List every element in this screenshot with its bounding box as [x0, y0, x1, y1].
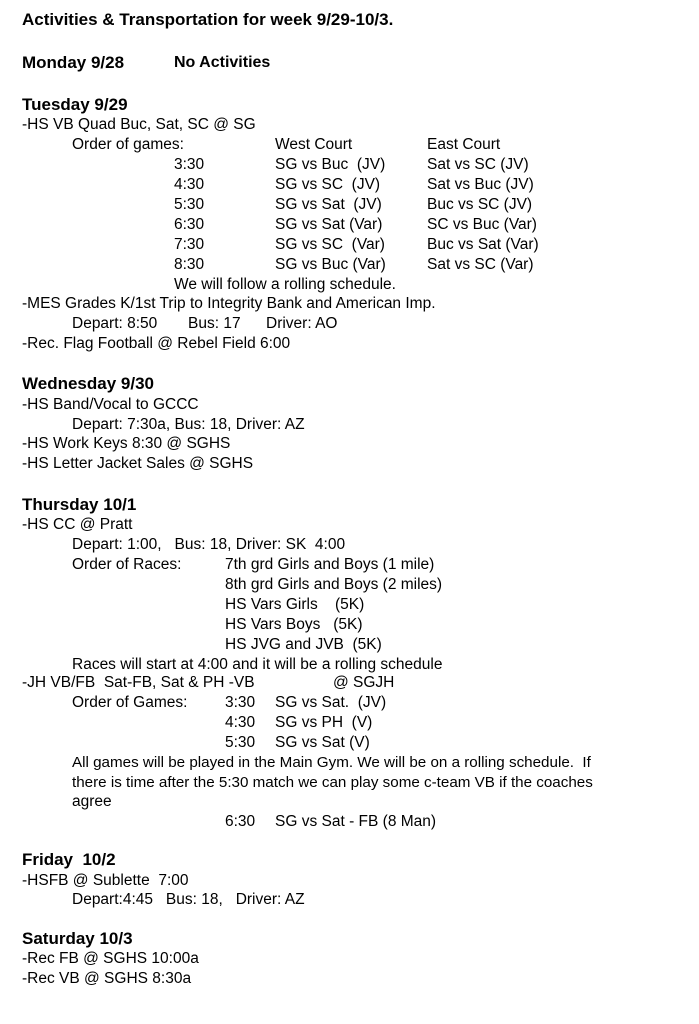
race-item: 7th grd Girls and Boys (1 mile) — [225, 556, 435, 573]
east-court-header: East Court — [427, 136, 501, 153]
mes-trip-bus: Bus: 17 — [188, 315, 241, 332]
monday-note: No Activities — [174, 54, 271, 71]
wednesday-heading: Wednesday 9/30 — [22, 374, 154, 393]
rolling-schedule-note: We will follow a rolling schedule. — [174, 276, 396, 293]
race-item: HS JVG and JVB (5K) — [225, 636, 382, 653]
thursday-event-jh-vb-fb: -JH VB/FB Sat-FB, Sat & PH -VB — [22, 674, 255, 691]
west-court-game: SG vs Buc (Var) — [275, 256, 386, 273]
races-note: Races will start at 4:00 and it will be a rolling schedule — [72, 656, 443, 673]
wednesday-event-band: -HS Band/Vocal to GCCC — [22, 396, 199, 413]
monday-heading: Monday 9/28 — [22, 53, 125, 72]
friday-event-hsfb: -HSFB @ Sublette 7:00 — [22, 872, 189, 889]
thursday-event-cc: -HS CC @ Pratt — [22, 516, 133, 533]
thursday-heading: Thursday 10/1 — [22, 495, 137, 514]
east-court-game: Sat vs SC (JV) — [427, 156, 529, 173]
west-court-game: SG vs SC (JV) — [275, 176, 381, 193]
game-time: 7:30 — [174, 236, 205, 253]
fb-time: 6:30 — [225, 813, 256, 830]
hsfb-depart: Depart:4:45 Bus: 18, Driver: AZ — [72, 891, 305, 908]
west-court-game: SG vs Buc (JV) — [275, 156, 386, 173]
order-of-games-label: Order of games: — [72, 136, 184, 153]
tuesday-event-mes-trip: -MES Grades K/1st Trip to Integrity Bank and American Imp. — [22, 295, 436, 312]
west-court-header: West Court — [275, 136, 353, 153]
wednesday-event-work-keys: -HS Work Keys 8:30 @ SGHS — [22, 435, 231, 452]
east-court-game: Sat vs SC (Var) — [427, 256, 534, 273]
mes-trip-driver: Driver: AO — [266, 315, 338, 332]
race-item: HS Vars Girls (5K) — [225, 596, 365, 613]
game-time: 3:30 — [225, 694, 256, 711]
game-time: 5:30 — [225, 734, 256, 751]
game-time: 4:30 — [174, 176, 205, 193]
saturday-event-rec-fb: -Rec FB @ SGHS 10:00a — [22, 950, 199, 967]
west-court-game: SG vs Sat (Var) — [275, 216, 383, 233]
race-item: 8th grd Girls and Boys (2 miles) — [225, 576, 443, 593]
east-court-game: SC vs Buc (Var) — [427, 216, 537, 233]
cc-depart: Depart: 1:00, Bus: 18, Driver: SK 4:00 — [72, 536, 346, 553]
game-time: 3:30 — [174, 156, 205, 173]
saturday-event-rec-vb: -Rec VB @ SGHS 8:30a — [22, 970, 192, 987]
game-match: SG vs PH (V) — [275, 714, 373, 731]
fb-match: SG vs Sat - FB (8 Man) — [275, 813, 437, 830]
race-item: HS Vars Boys (5K) — [225, 616, 363, 633]
document-title: Activities & Transportation for week 9/29-10/3. — [22, 10, 394, 29]
saturday-heading: Saturday 10/3 — [22, 929, 133, 948]
order-of-games-label: Order of Games: — [72, 694, 188, 711]
jh-location: @ SGJH — [333, 674, 395, 691]
east-court-game: Sat vs Buc (JV) — [427, 176, 534, 193]
games-note-line: All games will be played in the Main Gym. We will be on a rolling schedule. If — [72, 754, 591, 771]
games-note-line: there is time after the 5:30 match we can play some c-team VB if the coaches — [72, 774, 593, 791]
order-of-races-label: Order of Races: — [72, 556, 182, 573]
tuesday-heading: Tuesday 9/29 — [22, 95, 128, 114]
game-time: 8:30 — [174, 256, 205, 273]
east-court-game: Buc vs SC (JV) — [427, 196, 533, 213]
band-depart: Depart: 7:30a, Bus: 18, Driver: AZ — [72, 416, 305, 433]
game-time: 6:30 — [174, 216, 205, 233]
mes-trip-depart: Depart: 8:50 — [72, 315, 158, 332]
game-match: SG vs Sat. (JV) — [275, 694, 387, 711]
tuesday-event-flag-football: -Rec. Flag Football @ Rebel Field 6:00 — [22, 335, 291, 352]
game-time: 5:30 — [174, 196, 205, 213]
friday-heading: Friday 10/2 — [22, 850, 116, 869]
games-note-line: agree — [72, 793, 112, 810]
game-time: 4:30 — [225, 714, 256, 731]
west-court-game: SG vs SC (Var) — [275, 236, 385, 253]
game-match: SG vs Sat (V) — [275, 734, 370, 751]
tuesday-event-vb: -HS VB Quad Buc, Sat, SC @ SG — [22, 116, 256, 133]
east-court-game: Buc vs Sat (Var) — [427, 236, 539, 253]
west-court-game: SG vs Sat (JV) — [275, 196, 382, 213]
wednesday-event-letter-jacket: -HS Letter Jacket Sales @ SGHS — [22, 455, 254, 472]
